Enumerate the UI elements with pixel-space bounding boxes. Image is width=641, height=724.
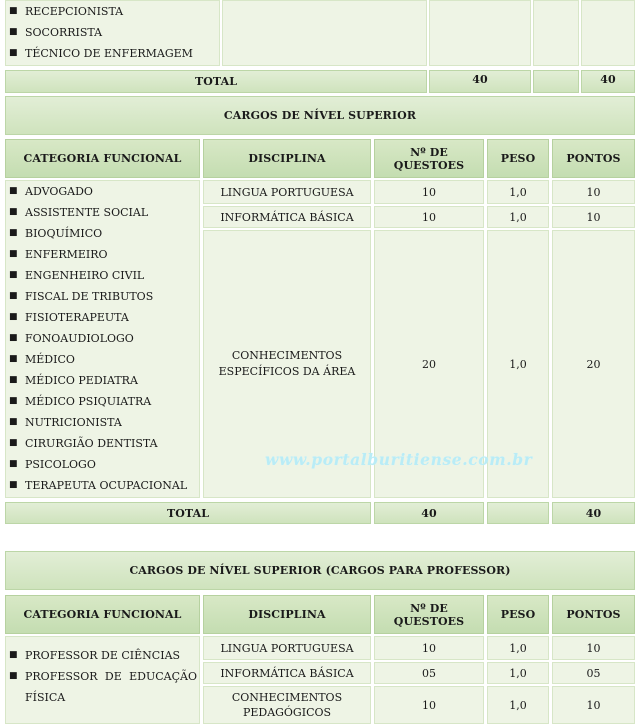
table2-header-questoes: Nº DE QUESTOES xyxy=(374,139,484,178)
table2-title: CARGOS DE NÍVEL SUPERIOR xyxy=(5,96,635,135)
table2-total-label: TOTAL xyxy=(5,502,371,524)
bullet-icon: ■ xyxy=(9,650,18,660)
list-item: ■ NUTRICIONISTA xyxy=(9,412,199,433)
bullet-icon: ■ xyxy=(9,207,18,217)
table2-category-cell xyxy=(5,180,200,498)
table-cell-questoes: 10 xyxy=(374,686,484,724)
table3-category-cell xyxy=(5,636,200,724)
list-item: ■ RECEPCIONISTA xyxy=(9,1,219,22)
table-cell-pontos: 10 xyxy=(552,686,635,724)
bullet-icon: ■ xyxy=(9,312,18,322)
table-cell-questoes: 10 xyxy=(374,180,484,204)
table-cell-disciplina: INFORMÁTICA BÁSICA xyxy=(203,206,371,228)
list-item: ■ PSICOLOGO xyxy=(9,454,199,475)
table-cell-peso: 1,0 xyxy=(487,230,549,498)
list-item: ■ ENFERMEIRO xyxy=(9,244,199,265)
table-cell-peso: 1,0 xyxy=(487,686,549,724)
table1-disciplina-cell xyxy=(222,0,427,66)
watermark-text: www.portalburitiense.com.br xyxy=(265,450,533,469)
table2-total-questoes: 40 xyxy=(374,502,484,524)
table1-category-list xyxy=(6,1,219,64)
list-item: ■ PROFESSOR DE CIÊNCIAS xyxy=(9,645,180,666)
bullet-icon: ■ xyxy=(9,375,18,385)
table-cell-disciplina: CONHECIMENTOS ESPECÍFICOS DA ÁREA xyxy=(203,230,371,498)
table2-header-pontos: PONTOS xyxy=(552,139,635,178)
table-cell-pontos: 20 xyxy=(552,230,635,498)
table1-peso-cell xyxy=(533,0,579,66)
table1-total-label: TOTAL xyxy=(5,70,427,93)
table-cell-disciplina: CONHECIMENTOS PEDAGÓGICOS xyxy=(203,686,371,724)
list-item: ■ TERAPEUTA OCUPACIONAL xyxy=(9,475,199,496)
table3-header-peso: PESO xyxy=(487,595,549,634)
bullet-icon: ■ xyxy=(9,291,18,301)
bullet-icon: ■ xyxy=(9,186,18,196)
table1-total-peso xyxy=(533,70,579,93)
list-item: ■ MÉDICO PSIQUIATRA xyxy=(9,391,199,412)
bullet-icon: ■ xyxy=(9,6,18,16)
bullet-icon: ■ xyxy=(9,249,18,259)
list-item: ■ TÉCNICO DE ENFERMAGEM xyxy=(9,43,219,64)
list-item: ■ PROFESSOR DE EDUCAÇÃO xyxy=(9,666,197,687)
bullet-icon: ■ xyxy=(9,333,18,343)
table-cell-questoes: 20 xyxy=(374,230,484,498)
table-cell-pontos: 10 xyxy=(552,206,635,228)
bullet-icon: ■ xyxy=(9,228,18,238)
bullet-icon: ■ xyxy=(9,459,18,469)
table-cell-peso: 1,0 xyxy=(487,180,549,204)
table-cell-disciplina: INFORMÁTICA BÁSICA xyxy=(203,662,371,684)
list-item: ■ CIRURGIÃO DENTISTA xyxy=(9,433,199,454)
table3-header-questoes: Nº DE QUESTOES xyxy=(374,595,484,634)
table-cell-questoes: 10 xyxy=(374,206,484,228)
table1-total-questoes: 40 xyxy=(429,70,531,93)
table-cell-disciplina: LINGUA PORTUGUESA xyxy=(203,636,371,660)
table-cell-pontos: 10 xyxy=(552,180,635,204)
bullet-icon: ■ xyxy=(9,27,18,37)
bullet-icon: ■ xyxy=(9,48,18,58)
table3-header-disciplina: DISCIPLINA xyxy=(203,595,371,634)
table2-category-list xyxy=(6,181,199,496)
bullet-icon: ■ xyxy=(9,438,18,448)
bullet-icon: ■ xyxy=(9,396,18,406)
table2-total-peso xyxy=(487,502,549,524)
list-item: ■ ADVOGADO xyxy=(9,181,199,202)
table2-header-categoria: CATEGORIA FUNCIONAL xyxy=(5,139,200,178)
table-cell-peso: 1,0 xyxy=(487,662,549,684)
table-cell-peso: 1,0 xyxy=(487,636,549,660)
table2-header-peso: PESO xyxy=(487,139,549,178)
list-item: ■ SOCORRISTA xyxy=(9,22,219,43)
table3-header-pontos: PONTOS xyxy=(552,595,635,634)
table-cell-disciplina: LINGUA PORTUGUESA xyxy=(203,180,371,204)
table3-header-categoria: CATEGORIA FUNCIONAL xyxy=(5,595,200,634)
bullet-icon: ■ xyxy=(9,270,18,280)
list-item: ■ FISCAL DE TRIBUTOS xyxy=(9,286,199,307)
list-item: ■ ASSISTENTE SOCIAL xyxy=(9,202,199,223)
table-cell-questoes: 10 xyxy=(374,636,484,660)
table2-total-pontos: 40 xyxy=(552,502,635,524)
table3-title: CARGOS DE NÍVEL SUPERIOR (CARGOS PARA PROFESSOR) xyxy=(5,551,635,590)
table-cell-pontos: 05 xyxy=(552,662,635,684)
bullet-icon: ■ xyxy=(9,671,18,681)
table1-category-cell xyxy=(5,0,220,66)
table-cell-peso: 1,0 xyxy=(487,206,549,228)
list-item: ■ FONOAUDIOLOGO xyxy=(9,328,199,349)
table1-questoes-cell xyxy=(429,0,531,66)
bullet-icon: ■ xyxy=(9,417,18,427)
bullet-icon: ■ xyxy=(9,480,18,490)
list-item: ■ MÉDICO PEDIATRA xyxy=(9,370,199,391)
table1-total-pontos: 40 xyxy=(581,70,635,93)
table2-header-disciplina: DISCIPLINA xyxy=(203,139,371,178)
list-item-continuation: FÍSICA xyxy=(25,691,66,704)
list-item: ■ BIOQUÍMICO xyxy=(9,223,199,244)
bullet-icon: ■ xyxy=(9,354,18,364)
table1-pontos-cell xyxy=(581,0,635,66)
table-cell-pontos: 10 xyxy=(552,636,635,660)
table-cell-questoes: 05 xyxy=(374,662,484,684)
list-item: ■ MÉDICO xyxy=(9,349,199,370)
list-item: ■ ENGENHEIRO CIVIL xyxy=(9,265,199,286)
list-item: ■ FISIOTERAPEUTA xyxy=(9,307,199,328)
